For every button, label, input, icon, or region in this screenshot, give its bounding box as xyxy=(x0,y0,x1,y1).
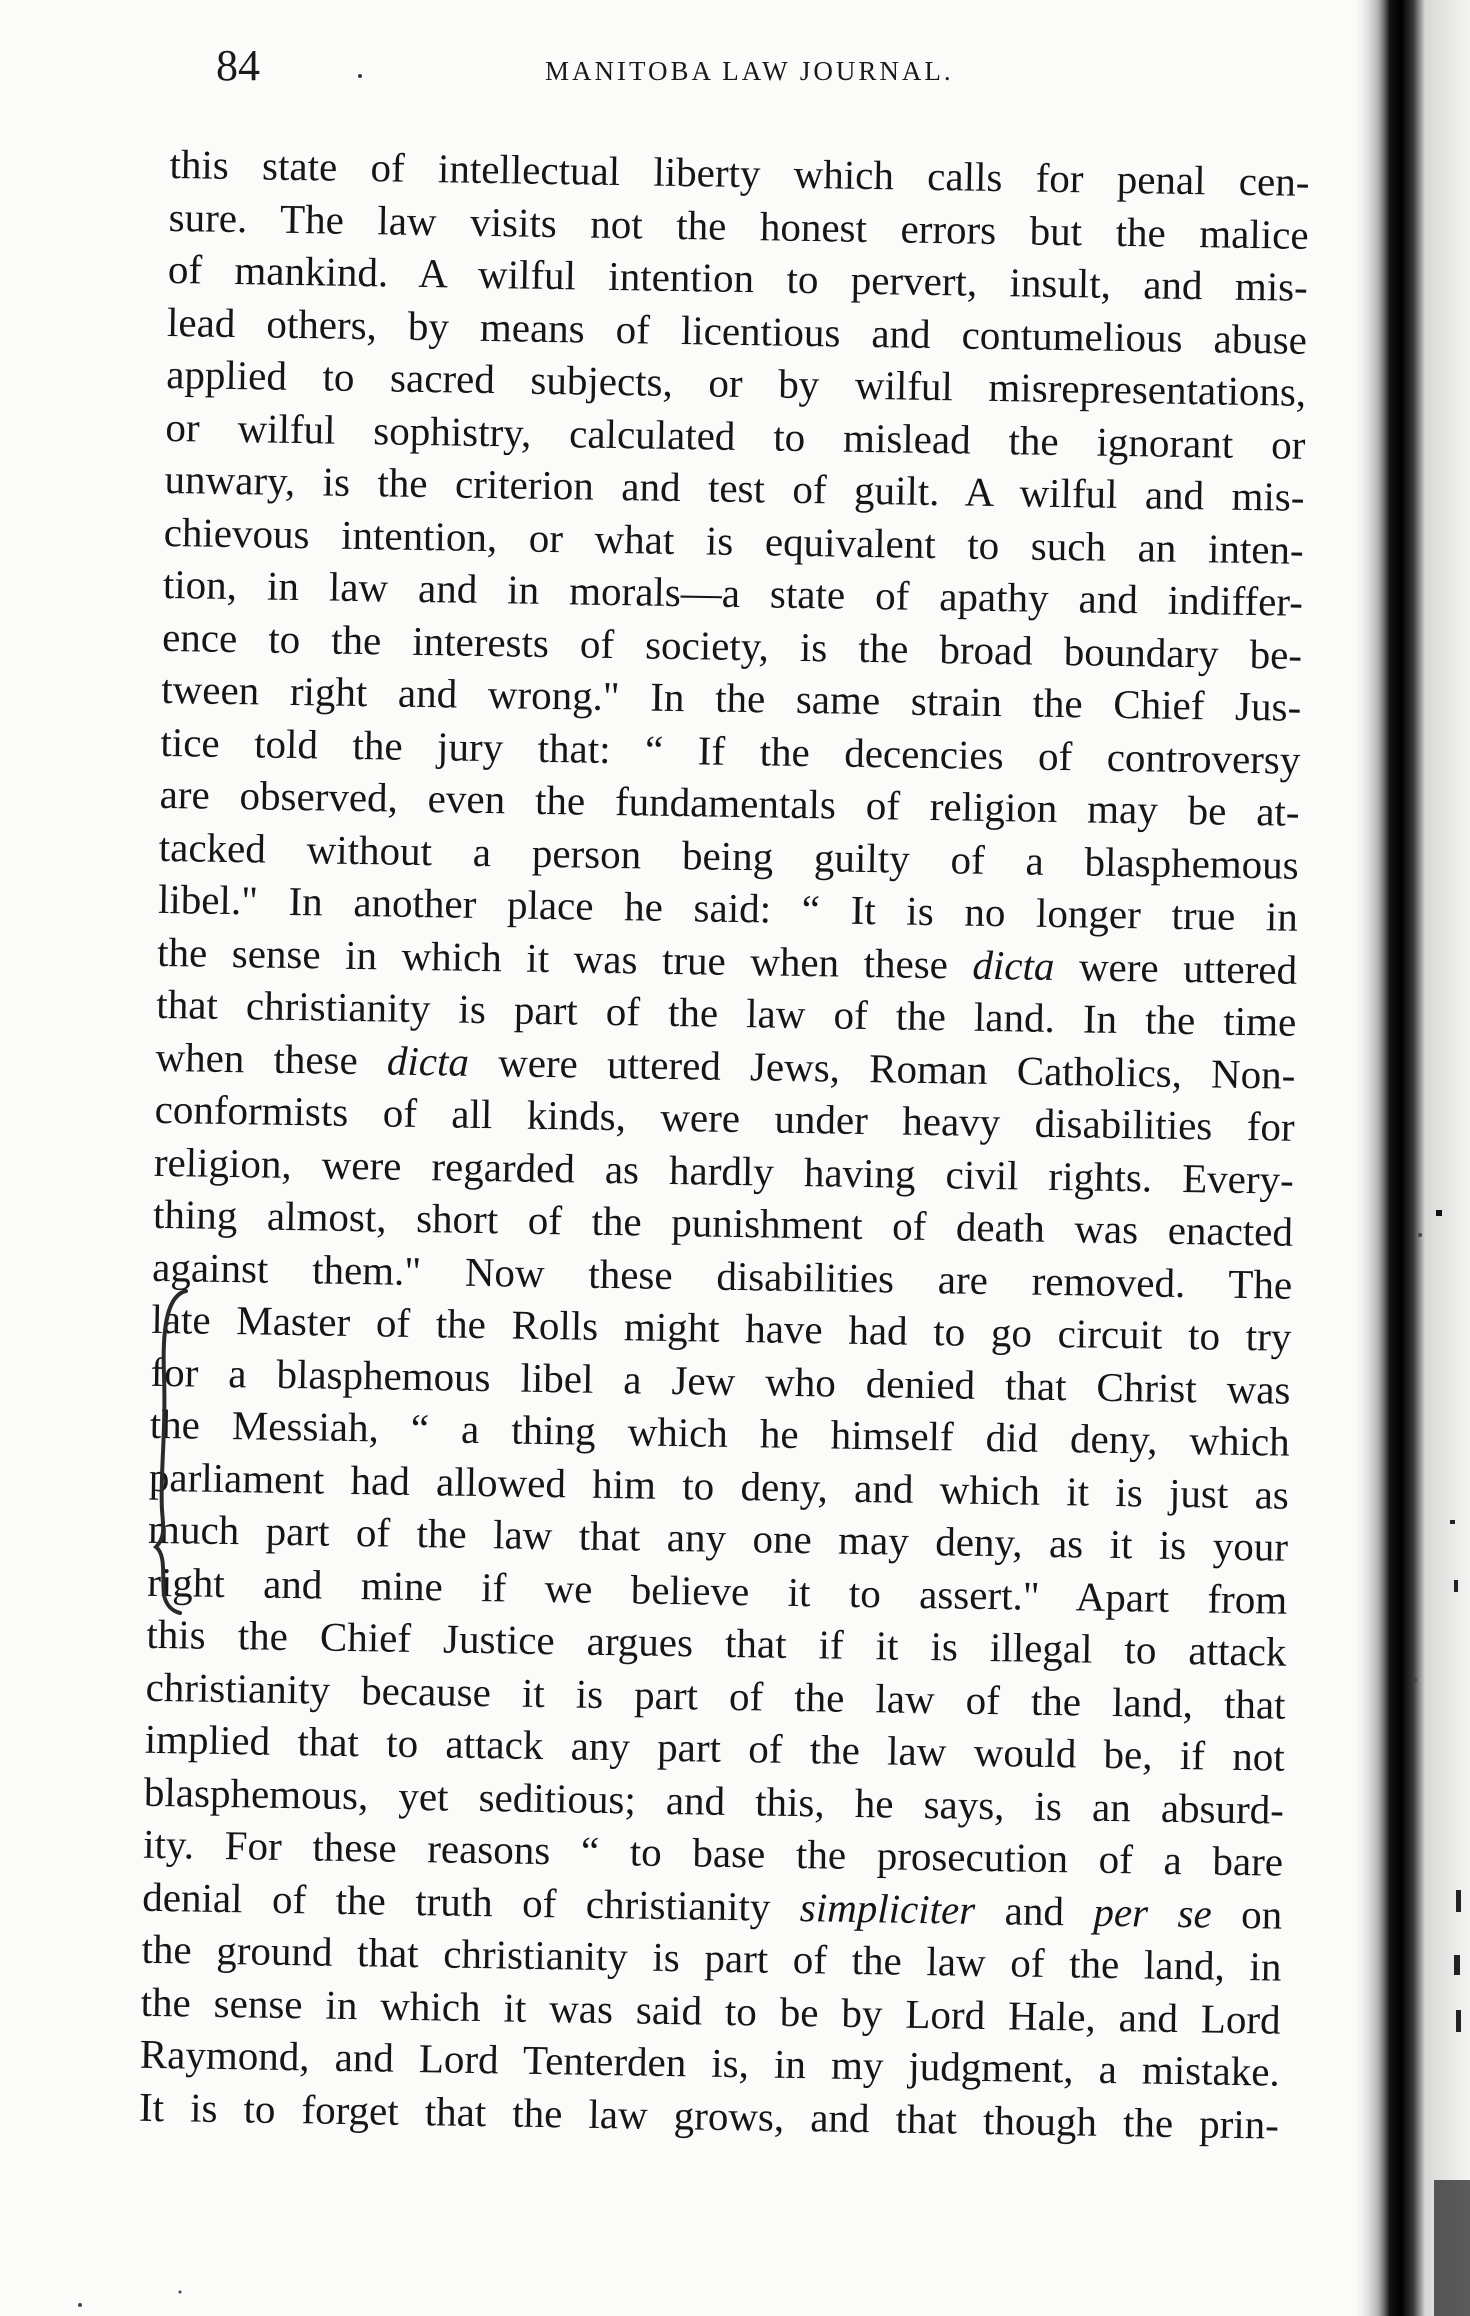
text-run: tween right and wrong." In the same strain the Chief Jus- xyxy=(160,665,1302,730)
italic-phrase: per se xyxy=(1093,1888,1213,1937)
book-binding-shadow xyxy=(1352,0,1470,2316)
handwritten-margin-bracket xyxy=(152,1285,192,1615)
text-run: chievous intention, or what is equivalent to such an inten- xyxy=(163,508,1305,573)
text-run: religion, were regarded as hardly having civil rights. Every- xyxy=(153,1138,1295,1203)
text-run: sure. The law visits not the honest errors but the malice xyxy=(168,193,1309,258)
text-run: applied to sacred subjects, or by wilful misrepresentations, xyxy=(165,350,1307,415)
text-run: libel." In another place he said: “ It is no longer true in xyxy=(157,875,1299,940)
text-run: Raymond, and Lord Tenterden is, in my judgment, a mistake. xyxy=(139,2030,1281,2095)
text-run: and xyxy=(974,1886,1094,1935)
text-run: that christianity is part of the law of the land. In the time xyxy=(156,980,1297,1045)
text-run: unwary, is the criterion and test of guilt. A wilful and mis- xyxy=(164,455,1305,520)
text-run: christianity because it is part of the law of the land, that xyxy=(145,1663,1286,1728)
text-run: ence to the interests of society, is the broad boundary be- xyxy=(161,613,1303,678)
text-run: blasphemous, yet seditious; and this, he says, is an absurd- xyxy=(143,1768,1285,1833)
text-run: conformists of all kinds, were under heavy disabilities for xyxy=(154,1085,1295,1150)
text-run: tion, in law and in morals—a state of apathy and indiffer- xyxy=(162,560,1304,625)
text-run: when these xyxy=(155,1033,388,1084)
text-run: this state of intellectual liberty which calls for penal cen- xyxy=(169,140,1310,205)
text-run: the sense in which it was true when these xyxy=(156,928,973,988)
text-run: tacked without a person being guilty of a blasphemous xyxy=(158,823,1300,888)
text-run: parliament had allowed him to deny, and which it is just as xyxy=(148,1453,1290,1518)
text-run: were uttered xyxy=(1054,942,1298,993)
page-number: 84 xyxy=(216,41,260,90)
text-run: the ground that christianity is part of the law of the land, in xyxy=(141,1925,1282,1990)
text-run: ity. For these reasons “ to base the prosecution of a bare xyxy=(142,1820,1284,1885)
text-run: on xyxy=(1211,1890,1283,1938)
text-run: or wilful sophistry, calculated to mislead the ignorant or xyxy=(165,403,1306,468)
text-run: right and mine if we believe it to assert." Apart from xyxy=(146,1558,1288,1623)
text-run: late Master of the Rolls might have had to go circuit to try xyxy=(151,1295,1292,1360)
text-run: It is to forget that the law grows, and that though the prin- xyxy=(138,2083,1280,2148)
text-run: of mankind. A wilful intention to pervert, insult, and mis- xyxy=(167,245,1309,310)
running-head: MANITOBA LAW JOURNAL. xyxy=(545,56,954,86)
text-run: were uttered Jews, Roman Catholics, Non- xyxy=(468,1038,1296,1098)
text-run: are observed, even the fundamentals of religion may be at- xyxy=(159,770,1300,835)
text-run: implied that to attack any part of the law would be, if not xyxy=(144,1715,1286,1780)
text-run: against them." Now these disabilities are removed. The xyxy=(151,1243,1293,1308)
text-run: the sense in which it was said to be by Lord Hale, and Lord xyxy=(140,1978,1281,2043)
text-run: denial of the truth of christianity xyxy=(142,1873,801,1930)
italic-phrase: dicta xyxy=(972,941,1055,989)
body-text xyxy=(139,138,1310,2151)
text-run: for a blasphemous libel a Jew who denied that Christ was xyxy=(150,1348,1291,1413)
text-run: tice told the jury that: “ If the decencies of controversy xyxy=(160,718,1301,783)
text-run: the Messiah, “ a thing which he himself did deny, which xyxy=(149,1400,1291,1465)
text-run: much part of the law that any one may deny, as it is your xyxy=(147,1505,1289,1570)
text-run: thing almost, short of the punishment of death was enacted xyxy=(152,1190,1294,1255)
text-run: this the Chief Justice argues that if it is illegal to attack xyxy=(146,1610,1287,1675)
italic-phrase: dicta xyxy=(386,1037,470,1085)
text-run: lead others, by means of licentious and contumelious abuse xyxy=(166,298,1308,363)
italic-phrase: simpliciter xyxy=(799,1883,976,1933)
